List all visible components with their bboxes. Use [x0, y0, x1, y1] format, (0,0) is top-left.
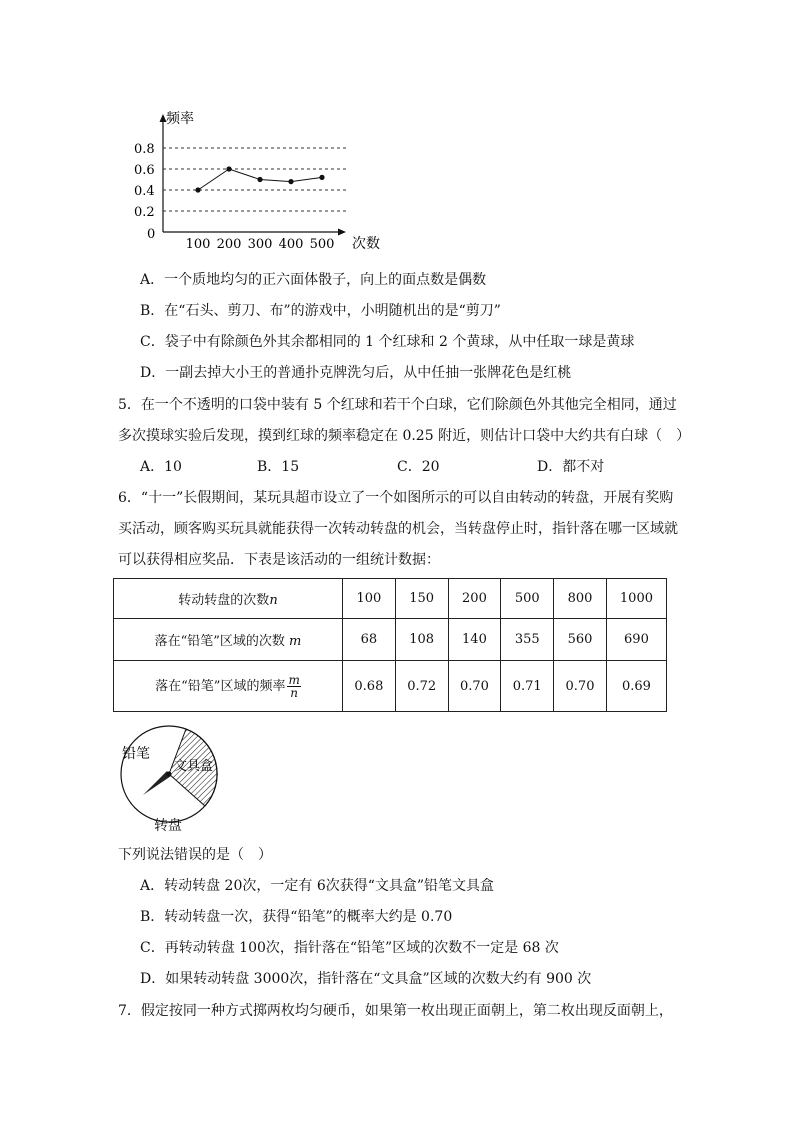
x-tick-label: 500	[309, 237, 335, 252]
data-point	[288, 179, 293, 184]
table-cell: 560	[554, 619, 607, 661]
table-cell: 100	[343, 579, 396, 619]
fraction-m-over-n: $\frac{m}{n}$	[288, 672, 300, 700]
table-cell: 108	[395, 619, 448, 661]
y-tick-label: 0.6	[134, 163, 155, 178]
q6-prompt: 下列说法错误的是（ ）	[118, 847, 272, 863]
table-cell: 355	[501, 619, 554, 661]
table-cell: 500	[501, 579, 554, 619]
x-tick-label: 300	[247, 237, 273, 252]
table-cell: 0.70	[448, 661, 501, 712]
q7-line-1: 7．假定按同一种方式掷两枚均匀硬币，如果第一枚出现正面朝上，第二枚出现反面朝上，	[118, 1003, 673, 1019]
q5-option-c: C．20	[397, 459, 440, 475]
y-tick-label: 0.8	[134, 142, 155, 157]
origin-label: 0	[147, 227, 156, 242]
q6-option-a: A．转动转盘 20次，一定有 6次获得“文具盒”铅笔文具盒	[140, 878, 495, 894]
table-row-frequency	[114, 661, 667, 712]
table-cell: 200	[448, 579, 501, 619]
x-axis-arrow	[338, 229, 346, 236]
table-cell: 690	[606, 619, 666, 661]
table-cell: 0.69	[606, 661, 666, 712]
y-tick-labels	[134, 142, 155, 220]
q4-option-b: B．在“石头、剪刀、布”的游戏中，小明随机出的是“剪刀”	[140, 303, 501, 319]
frequency-line-chart	[0, 0, 794, 260]
y-tick-label: 0.2	[134, 205, 155, 220]
row-label-spins: 转动转盘的次数n	[114, 579, 343, 619]
x-tick-label: 100	[185, 237, 211, 252]
table-cell: 1000	[606, 579, 666, 619]
q6-option-d: D．如果转动转盘 3000次，指针落在“文具盒”区域的次数大约有 900 次	[140, 971, 592, 987]
q5-line-1: 5．在一个不透明的口袋中装有 5 个红球和若干个白球，它们除颜色外其他完全相同，通过	[118, 397, 677, 413]
q5-line-2: 多次摸球实验后发现，摸到红球的频率稳定在 0.25 附近，则估计口袋中大约共有白球（ ）	[118, 428, 691, 444]
pencil-label: 铅笔	[122, 746, 150, 762]
row-label-hits: 落在“铅笔”区域的次数 m	[114, 619, 343, 661]
table-cell: 0.68	[343, 661, 396, 712]
q6-option-c: C．再转动转盘 100次，指针落在“铅笔”区域的次数不一定是 68 次	[140, 940, 559, 956]
spinner-stats-table	[113, 578, 667, 712]
chart-grid	[163, 148, 348, 211]
table-cell: 140	[448, 619, 501, 661]
table-cell: 800	[554, 579, 607, 619]
data-point	[319, 175, 324, 180]
x-axis-label: 次数	[352, 236, 380, 252]
q6-line-3: 可以获得相应奖品．下表是该活动的一组统计数据：	[118, 552, 440, 568]
y-tick-label: 0.4	[134, 184, 155, 199]
table-row-hits	[114, 619, 667, 661]
table-cell: 150	[395, 579, 448, 619]
table-row-spins	[114, 579, 667, 619]
y-axis-label: 频率	[166, 111, 194, 127]
table-cell: 0.71	[501, 661, 554, 712]
row-label-frequency: 落在“铅笔”区域的频率 $\frac{m}{n}$	[114, 661, 343, 712]
q6-line-2: 买活动，顾客购买玩具就能获得一次转动转盘的机会，当转盘停止时，指针落在哪一区域就	[118, 521, 678, 537]
q4-option-d: D．一副去掉大小王的普通扑克牌洗匀后，从中任抽一张牌花色是红桃	[140, 365, 572, 381]
pencil-box-label: 文具盒	[174, 759, 214, 774]
table-cell: 0.72	[395, 661, 448, 712]
q5-option-d: D．都不对	[537, 459, 605, 475]
q5-option-b: B．15	[257, 459, 300, 475]
spinner-center	[167, 772, 172, 777]
table-cell: 0.70	[554, 661, 607, 712]
data-point	[257, 177, 262, 182]
q6-line-1: 6．“十一”长假期间，某玩具超市设立了一个如图所示的可以自由转动的转盘，开展有奖购	[118, 490, 674, 506]
x-tick-label: 200	[216, 237, 242, 252]
q6-option-b: B．转动转盘一次，获得“铅笔”的概率大约是 0.70	[140, 909, 453, 925]
q5-option-a: A．10	[140, 459, 182, 475]
spinner-caption: 转盘	[154, 818, 182, 834]
q4-option-a: A．一个质地均匀的正六面体骰子，向上的面点数是偶数	[140, 272, 487, 288]
x-tick-labels	[186, 237, 335, 252]
x-tick-label: 400	[278, 237, 304, 252]
table-cell: 68	[343, 619, 396, 661]
data-point	[226, 166, 231, 171]
data-point	[195, 187, 200, 192]
chart-axes	[160, 114, 347, 236]
q4-option-c: C．袋子中有除颜色外其余都相同的 1 个红球和 2 个黄球，从中任取一球是黄球	[140, 334, 635, 350]
